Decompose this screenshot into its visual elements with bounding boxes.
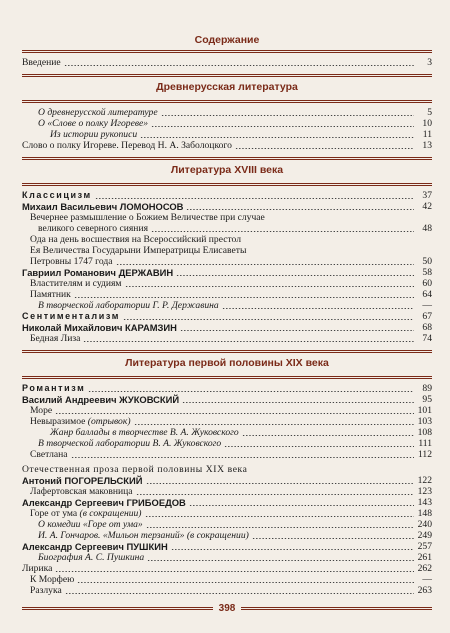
- dot-leader: [125, 286, 414, 287]
- entry-title: Из истории рукописи: [50, 129, 138, 140]
- entry-page: 148: [417, 508, 432, 519]
- dot-leader: [224, 446, 414, 447]
- entry-title: Ея Величества Государыни Императрицы Елисаветы: [30, 245, 247, 256]
- toc-entry[interactable]: [22, 118, 432, 129]
- entry-title: Светлана: [30, 449, 68, 460]
- dot-leader: [71, 457, 414, 458]
- separator: [22, 183, 432, 186]
- toc-entry-author[interactable]: [22, 541, 432, 552]
- entry-page: 123: [417, 486, 432, 497]
- separator: [22, 50, 432, 53]
- entry-title: К Морфею: [30, 574, 75, 585]
- toc-entry[interactable]: [22, 438, 432, 449]
- entry-title: Введение: [22, 57, 61, 68]
- entry-title: О комедии «Горе от ума»: [38, 519, 143, 530]
- dot-leader: [136, 494, 414, 495]
- toc-entry-author[interactable]: [22, 475, 432, 486]
- entry-title: Ода на день восшествия на Всероссийский престол: [30, 234, 241, 245]
- toc-entry-author[interactable]: [22, 497, 432, 508]
- entry-title-main: Горе от ума: [30, 508, 78, 519]
- dot-leader: [55, 571, 414, 572]
- entry-page: 3: [427, 57, 432, 68]
- toc-entry-line[interactable]: [22, 245, 432, 256]
- dot-leader: [151, 126, 414, 127]
- entry-page: 13: [422, 140, 432, 151]
- dot-leader: [145, 516, 415, 517]
- entry-page: 122: [417, 475, 432, 486]
- entry-page: 262: [417, 563, 432, 574]
- entry-page: 263: [417, 585, 432, 596]
- dot-leader: [146, 483, 415, 484]
- entry-page: 60: [422, 278, 432, 289]
- entry-title: В творческой лаборатории В. А. Жуковского: [38, 438, 222, 449]
- entry-title-main: Невыразимое: [30, 416, 86, 427]
- toc-entry-author[interactable]: [22, 394, 432, 405]
- dot-leader: [171, 549, 414, 550]
- entry-title: великого северного сияния: [38, 223, 148, 234]
- toc-entry[interactable]: [22, 486, 432, 497]
- entry-page: 50: [422, 256, 432, 267]
- entry-title-note: (в сокращении): [77, 508, 142, 519]
- entry-title: Жанр баллады в творчестве В. А. Жуковского: [50, 427, 239, 438]
- toc-entry[interactable]: [22, 289, 432, 300]
- entry-title: Лафертовская маковница: [30, 486, 133, 497]
- toc-entry[interactable]: [22, 333, 432, 344]
- footer-rule: [241, 607, 432, 610]
- entry-title: [30, 416, 131, 427]
- entry-page: 68: [422, 322, 432, 333]
- entry-page: 112: [417, 449, 432, 460]
- entry-title: Море: [30, 405, 53, 416]
- entry-page: 103: [417, 416, 432, 427]
- toc-entry-line[interactable]: [22, 212, 432, 223]
- dot-leader: [186, 209, 414, 210]
- entry-page: 5: [427, 107, 432, 118]
- contents-title: Содержание: [194, 34, 260, 46]
- entry-title: Памятник: [30, 289, 71, 300]
- entry-title: Слово о полку Игореве. Перевод Н. А. Заболоцкого: [22, 140, 232, 151]
- toc-entry[interactable]: [22, 300, 432, 311]
- dot-leader: [55, 413, 414, 414]
- entry-title: Властителям и судиям: [30, 278, 122, 289]
- entry-page: 108: [417, 427, 432, 438]
- toc-entry[interactable]: [22, 519, 432, 530]
- dot-leader: [242, 435, 414, 436]
- toc-entry-romanticism[interactable]: [22, 383, 432, 394]
- toc-entry[interactable]: [22, 552, 432, 563]
- dot-leader: [147, 560, 414, 561]
- toc-entry[interactable]: [22, 107, 432, 118]
- page-number-bar: [22, 601, 432, 616]
- toc-entry[interactable]: [22, 416, 432, 427]
- dot-leader: [65, 593, 414, 594]
- entry-page: —: [422, 300, 432, 311]
- entry-title: Вечернее размышление о Божием Величестве при случае: [30, 212, 265, 223]
- dot-leader: [77, 582, 414, 583]
- entry-page: 48: [422, 223, 432, 234]
- author-name: Александр Сергеевич ГРИБОЕДОВ: [22, 497, 186, 508]
- dot-leader: [235, 148, 414, 149]
- dot-leader: [151, 231, 414, 232]
- toc-entry[interactable]: [22, 574, 432, 585]
- dot-leader: [140, 137, 414, 138]
- toc-entry-sentimentalism[interactable]: [22, 311, 432, 322]
- entry-title: [30, 508, 142, 519]
- dot-leader: [134, 424, 414, 425]
- dot-leader: [74, 297, 414, 298]
- footer-rule: [22, 607, 213, 610]
- entry-title: Романтизм: [22, 383, 86, 393]
- entry-page: 42: [422, 201, 432, 212]
- toc-entry[interactable]: [22, 129, 432, 140]
- dot-leader: [176, 275, 414, 276]
- dot-leader: [182, 402, 414, 403]
- separator: [22, 74, 432, 77]
- toc-entry[interactable]: [22, 530, 432, 541]
- entry-page: 249: [417, 530, 432, 541]
- entry-title: Бедная Лиза: [30, 333, 81, 344]
- toc-entry[interactable]: [22, 427, 432, 438]
- toc-entry[interactable]: [22, 508, 432, 519]
- dot-leader: [252, 538, 414, 539]
- entry-page: 257: [417, 541, 432, 552]
- dot-leader: [180, 330, 414, 331]
- dot-leader: [88, 391, 414, 392]
- toc-entry[interactable]: [22, 405, 432, 416]
- entry-title: Сентиментализм: [22, 311, 120, 321]
- author-name: Василий Андреевич ЖУКОВСКИЙ: [22, 394, 180, 405]
- toc-entry-line[interactable]: [22, 234, 432, 245]
- entry-page: —: [422, 574, 432, 585]
- entry-page: 10: [422, 118, 432, 129]
- entry-title: Петровны 1747 года: [30, 256, 113, 267]
- dot-leader: [95, 198, 414, 199]
- author-name: Николай Михайлович КАРАМЗИН: [22, 322, 177, 333]
- entry-page: 261: [417, 552, 432, 563]
- entry-page: 11: [422, 129, 432, 140]
- toc-entry-author[interactable]: [22, 267, 432, 278]
- entry-page: 64: [422, 289, 432, 300]
- entry-page: 67: [422, 311, 432, 322]
- table-of-contents: [22, 34, 432, 596]
- section-heading-old-russian: Древнерусская литература: [156, 81, 298, 93]
- entry-title: В творческой лаборатории Г. Р. Державина: [38, 300, 219, 311]
- dot-leader: [83, 341, 414, 342]
- section-heading-xix: Литература первой половины XIX века: [125, 357, 329, 369]
- entry-page: 111: [418, 438, 432, 449]
- entry-title: Лирика: [22, 563, 53, 574]
- entry-page: 95: [422, 394, 432, 405]
- entry-page: 89: [422, 383, 432, 394]
- entry-title: Отечественная проза первой половины XIX века: [22, 464, 248, 475]
- entry-title: О «Слове о полку Игореве»: [38, 118, 149, 129]
- toc-entry[interactable]: [22, 585, 432, 596]
- toc-entry-intro[interactable]: [22, 57, 432, 68]
- separator: [22, 350, 432, 353]
- entry-title: Классицизм: [22, 190, 92, 200]
- separator: [22, 157, 432, 160]
- entry-title-note: (отрывок): [85, 416, 131, 427]
- toc-entry-classicism[interactable]: [22, 190, 432, 201]
- entry-title: Биография А. С. Пушкина: [38, 552, 145, 563]
- page-number: 398: [213, 603, 242, 614]
- dot-leader: [64, 65, 414, 66]
- entry-title: О древнерусской литературе: [38, 107, 158, 118]
- dot-leader: [222, 308, 414, 309]
- author-name: Гавриил Романович ДЕРЖАВИН: [22, 267, 174, 278]
- toc-entry[interactable]: [22, 140, 432, 151]
- entry-page: 101: [417, 405, 432, 416]
- author-name: Антоний ПОГОРЕЛЬСКИЙ: [22, 475, 143, 486]
- dot-leader: [189, 505, 414, 506]
- separator: [22, 376, 432, 379]
- dot-leader: [116, 264, 414, 265]
- subsection-heading-prose: [22, 464, 432, 475]
- separator: [22, 100, 432, 103]
- entry-title: Разлука: [30, 585, 62, 596]
- entry-page: 37: [422, 190, 432, 201]
- toc-entry[interactable]: [22, 449, 432, 460]
- toc-entry-author[interactable]: [22, 322, 432, 333]
- dot-leader: [123, 319, 414, 320]
- section-heading-xviii: Литература XVIII века: [170, 164, 284, 176]
- entry-title: И. А. Гончаров. «Мильон терзаний» (в сокращении): [38, 530, 249, 541]
- toc-entry[interactable]: [22, 223, 432, 234]
- author-name: Михаил Васильевич ЛОМОНОСОВ: [22, 201, 184, 212]
- author-name: Александр Сергеевич ПУШКИН: [22, 541, 168, 552]
- entry-page: 58: [422, 267, 432, 278]
- dot-leader: [161, 115, 414, 116]
- entry-page: 74: [422, 333, 432, 344]
- entry-page: 240: [417, 519, 432, 530]
- toc-entry-author[interactable]: [22, 201, 432, 212]
- toc-entry[interactable]: [22, 278, 432, 289]
- toc-entry[interactable]: [22, 563, 432, 574]
- entry-page: 143: [417, 497, 432, 508]
- toc-entry[interactable]: [22, 256, 432, 267]
- dot-leader: [146, 527, 414, 528]
